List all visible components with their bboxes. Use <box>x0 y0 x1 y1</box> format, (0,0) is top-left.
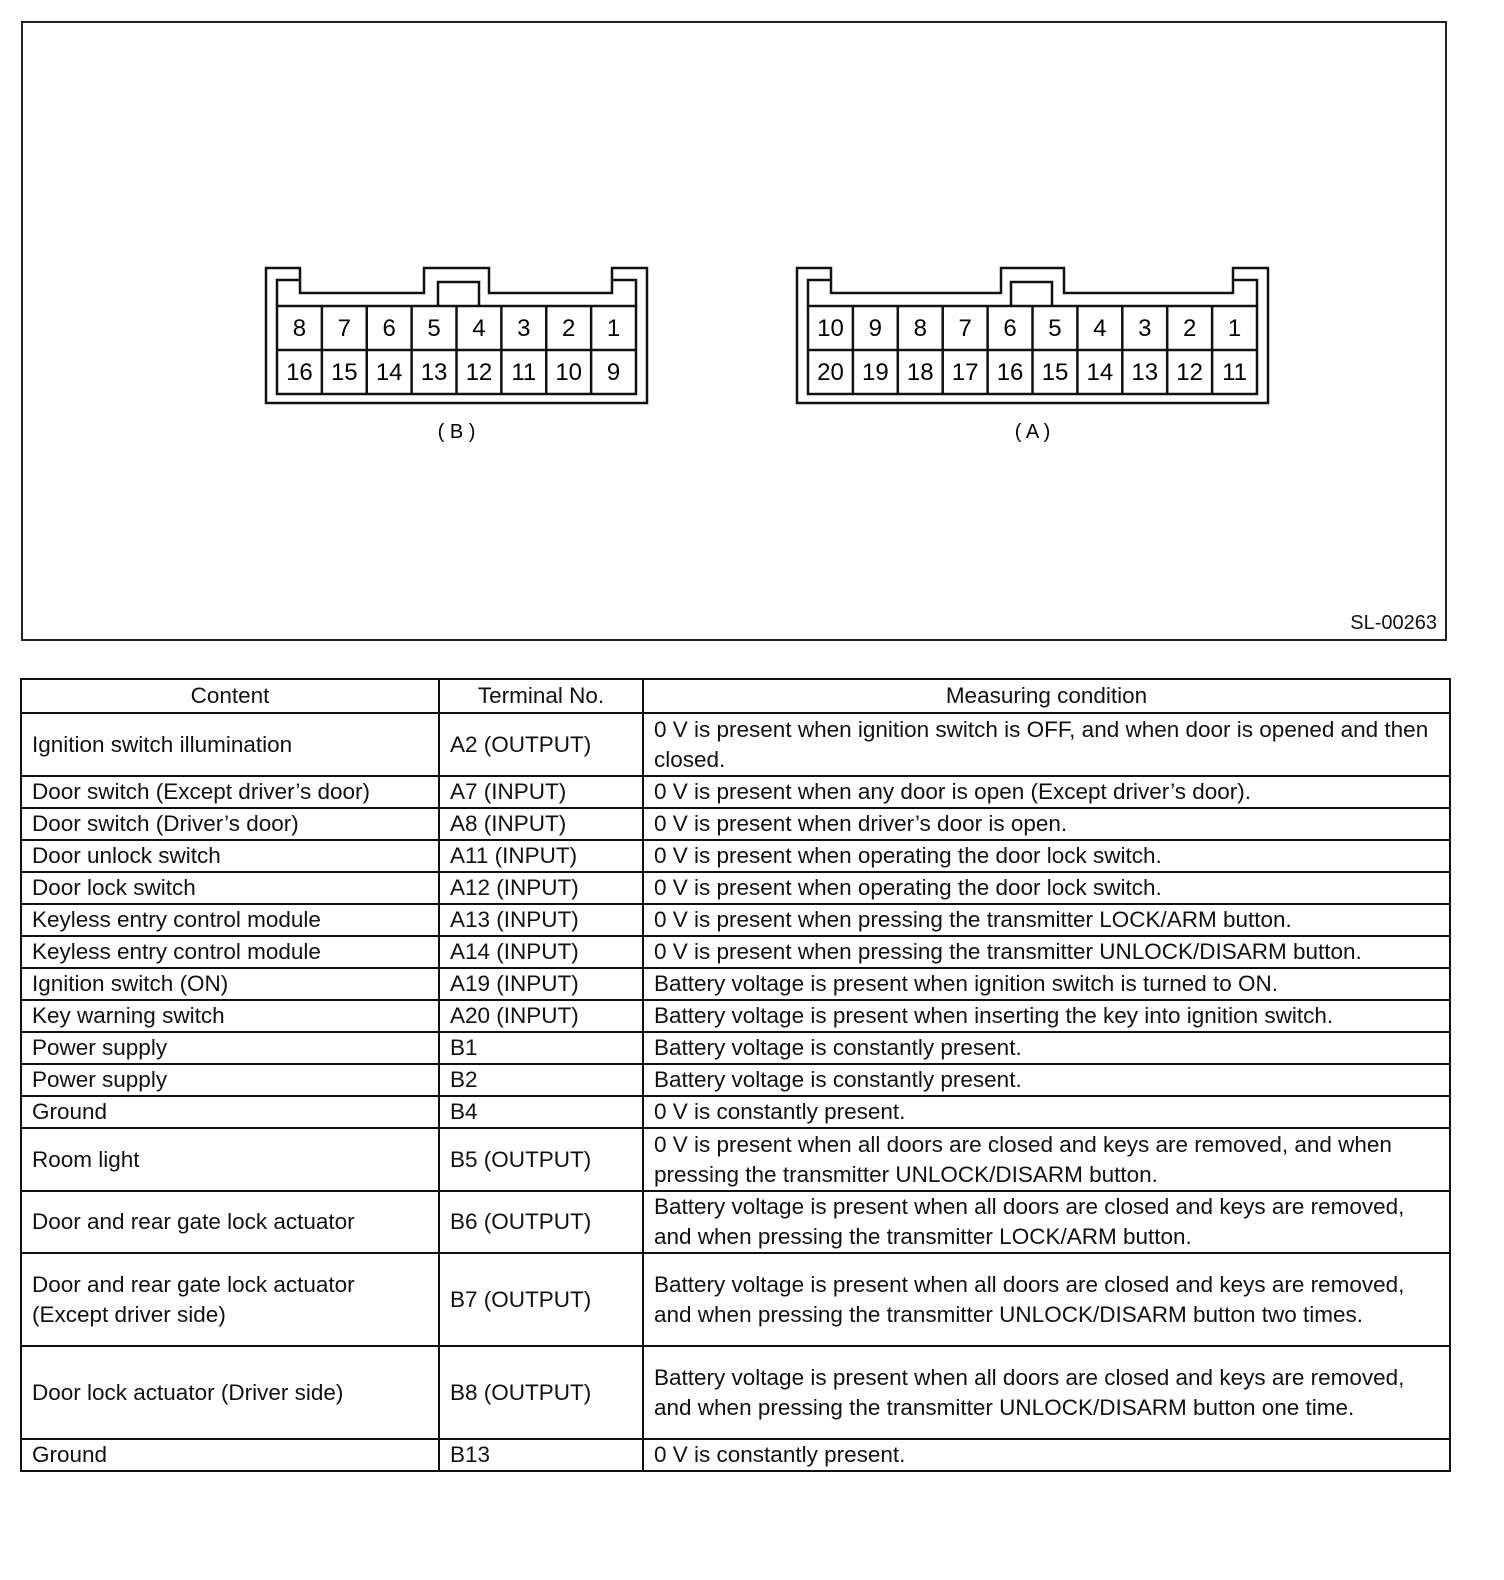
cell-terminal: A20 (INPUT) <box>439 1000 643 1032</box>
pin-number: 11 <box>511 359 537 386</box>
cell-content: Key warning switch <box>21 1000 439 1032</box>
pin-number: 5 <box>1048 315 1062 342</box>
cell-terminal: B4 <box>439 1096 643 1128</box>
cell-condition: Battery voltage is present when all doors are closed and keys are removed, and when pressing the transmitter UNLOCK/DISARM button one time. <box>643 1346 1450 1439</box>
cell-content: Ground <box>21 1096 439 1128</box>
pin-number: 3 <box>1138 315 1152 342</box>
cell-terminal: A2 (OUTPUT) <box>439 713 643 776</box>
pin-number: 8 <box>292 315 307 342</box>
cell-condition: Battery voltage is present when ignition switch is turned to ON. <box>643 968 1450 1000</box>
table-row <box>21 968 1450 1000</box>
pin-number: 17 <box>951 359 979 386</box>
cell-content: Door unlock switch <box>21 840 439 872</box>
connector-drawing <box>23 23 1445 639</box>
cell-content: Door switch (Driver’s door) <box>21 808 439 840</box>
pin-number: 1 <box>606 315 621 342</box>
cell-condition: Battery voltage is present when inserting the key into ignition switch. <box>643 1000 1450 1032</box>
table-row <box>21 904 1450 936</box>
pin-number: 18 <box>906 359 934 386</box>
cell-content: Ground <box>21 1439 439 1471</box>
cell-terminal: A7 (INPUT) <box>439 776 643 808</box>
cell-condition: 0 V is present when operating the door lock switch. <box>643 872 1450 904</box>
cell-content: Ignition switch illumination <box>21 713 439 776</box>
pin-number: 1 <box>1227 315 1242 342</box>
pin-number: 9 <box>606 359 621 386</box>
cell-content: Door and rear gate lock actuator (Except driver side) <box>21 1253 439 1346</box>
cell-terminal: B8 (OUTPUT) <box>439 1346 643 1439</box>
pin-number: 15 <box>330 359 358 386</box>
header-content: Content <box>21 679 439 713</box>
cell-terminal: A8 (INPUT) <box>439 808 643 840</box>
pin-number: 19 <box>861 359 889 386</box>
cell-content: Ignition switch (ON) <box>21 968 439 1000</box>
cell-terminal: B5 (OUTPUT) <box>439 1128 643 1191</box>
cell-condition: 0 V is present when operating the door lock switch. <box>643 840 1450 872</box>
cell-terminal: A19 (INPUT) <box>439 968 643 1000</box>
cell-terminal: B13 <box>439 1439 643 1471</box>
header-terminal: Terminal No. <box>439 679 643 713</box>
table-row <box>21 808 1450 840</box>
connector-label: ( A ) <box>1014 421 1051 443</box>
cell-condition: Battery voltage is present when all doors are closed and keys are removed, and when pressing the transmitter LOCK/ARM button. <box>643 1191 1450 1253</box>
pin-number: 10 <box>817 315 844 342</box>
connector-label: ( B ) <box>437 421 476 443</box>
pin-number: 16 <box>996 359 1024 386</box>
pin-number: 2 <box>562 315 576 342</box>
pin-number: 12 <box>1176 359 1204 386</box>
cell-content: Door switch (Except driver’s door) <box>21 776 439 808</box>
cell-terminal: A11 (INPUT) <box>439 840 643 872</box>
pin-number: 10 <box>555 359 583 386</box>
pin-number: 7 <box>958 315 972 342</box>
table-row <box>21 1191 1450 1253</box>
pin-number: 16 <box>286 359 313 386</box>
cell-condition: Battery voltage is constantly present. <box>643 1032 1450 1064</box>
cell-content: Keyless entry control module <box>21 904 439 936</box>
cell-terminal: B7 (OUTPUT) <box>439 1253 643 1346</box>
cell-content: Power supply <box>21 1064 439 1096</box>
table-row <box>21 1000 1450 1032</box>
pin-number: 9 <box>868 315 883 342</box>
cell-content: Room light <box>21 1128 439 1191</box>
table-row <box>21 1032 1450 1064</box>
cell-condition: 0 V is present when pressing the transmitter UNLOCK/DISARM button. <box>643 936 1450 968</box>
pin-number: 13 <box>420 359 448 386</box>
table-row <box>21 872 1450 904</box>
table-row <box>21 713 1450 776</box>
cell-terminal: B2 <box>439 1064 643 1096</box>
pin-number: 6 <box>1003 315 1017 342</box>
table-row <box>21 1128 1450 1191</box>
header-condition: Measuring condition <box>643 679 1450 713</box>
cell-condition: 0 V is constantly present. <box>643 1439 1450 1471</box>
pin-number: 8 <box>913 315 927 342</box>
pin-number: 6 <box>382 315 396 342</box>
cell-condition: 0 V is present when all doors are closed and keys are removed, and when pressing the transmitter UNLOCK/DISARM button. <box>643 1128 1450 1191</box>
cell-content: Door and rear gate lock actuator <box>21 1191 439 1253</box>
cell-condition: Battery voltage is constantly present. <box>643 1064 1450 1096</box>
cell-content: Keyless entry control module <box>21 936 439 968</box>
cell-content: Door lock switch <box>21 872 439 904</box>
cell-terminal: B1 <box>439 1032 643 1064</box>
table-row <box>21 936 1450 968</box>
table-row <box>21 776 1450 808</box>
pin-number: 14 <box>1086 359 1114 386</box>
cell-condition: 0 V is present when driver’s door is open. <box>643 808 1450 840</box>
pin-number: 5 <box>427 315 441 342</box>
pin-number: 14 <box>375 359 403 386</box>
cell-condition: 0 V is constantly present. <box>643 1096 1450 1128</box>
table-row <box>21 840 1450 872</box>
pin-number: 11 <box>1222 359 1248 386</box>
pin-number: 13 <box>1131 359 1159 386</box>
pin-number: 4 <box>1093 315 1107 342</box>
pin-number: 4 <box>472 315 486 342</box>
cell-condition: 0 V is present when any door is open (Except driver’s door). <box>643 776 1450 808</box>
pin-number: 20 <box>817 359 844 386</box>
cell-terminal: A14 (INPUT) <box>439 936 643 968</box>
table-row <box>21 1439 1450 1471</box>
table-row <box>21 1096 1450 1128</box>
cell-terminal: A12 (INPUT) <box>439 872 643 904</box>
pin-number: 12 <box>465 359 493 386</box>
pin-number: 15 <box>1041 359 1069 386</box>
cell-condition: 0 V is present when pressing the transmitter LOCK/ARM button. <box>643 904 1450 936</box>
cell-content: Power supply <box>21 1032 439 1064</box>
table-row <box>21 1253 1450 1346</box>
cell-terminal: B6 (OUTPUT) <box>439 1191 643 1253</box>
table-row <box>21 1064 1450 1096</box>
connector-diagram <box>21 21 1447 641</box>
pin-number: 3 <box>517 315 531 342</box>
cell-content: Door lock actuator (Driver side) <box>21 1346 439 1439</box>
cell-condition: Battery voltage is present when all doors are closed and keys are removed, and when pressing the transmitter UNLOCK/DISARM button two times. <box>643 1253 1450 1346</box>
cell-terminal: A13 (INPUT) <box>439 904 643 936</box>
table-row <box>21 1346 1450 1439</box>
figure-id: SL-00263 <box>1350 612 1437 634</box>
cell-condition: 0 V is present when ignition switch is OFF, and when door is opened and then closed. <box>643 713 1450 776</box>
terminal-table <box>20 678 1451 1472</box>
table-header-row <box>21 679 1450 713</box>
pin-number: 2 <box>1182 315 1197 342</box>
pin-number: 7 <box>337 315 351 342</box>
